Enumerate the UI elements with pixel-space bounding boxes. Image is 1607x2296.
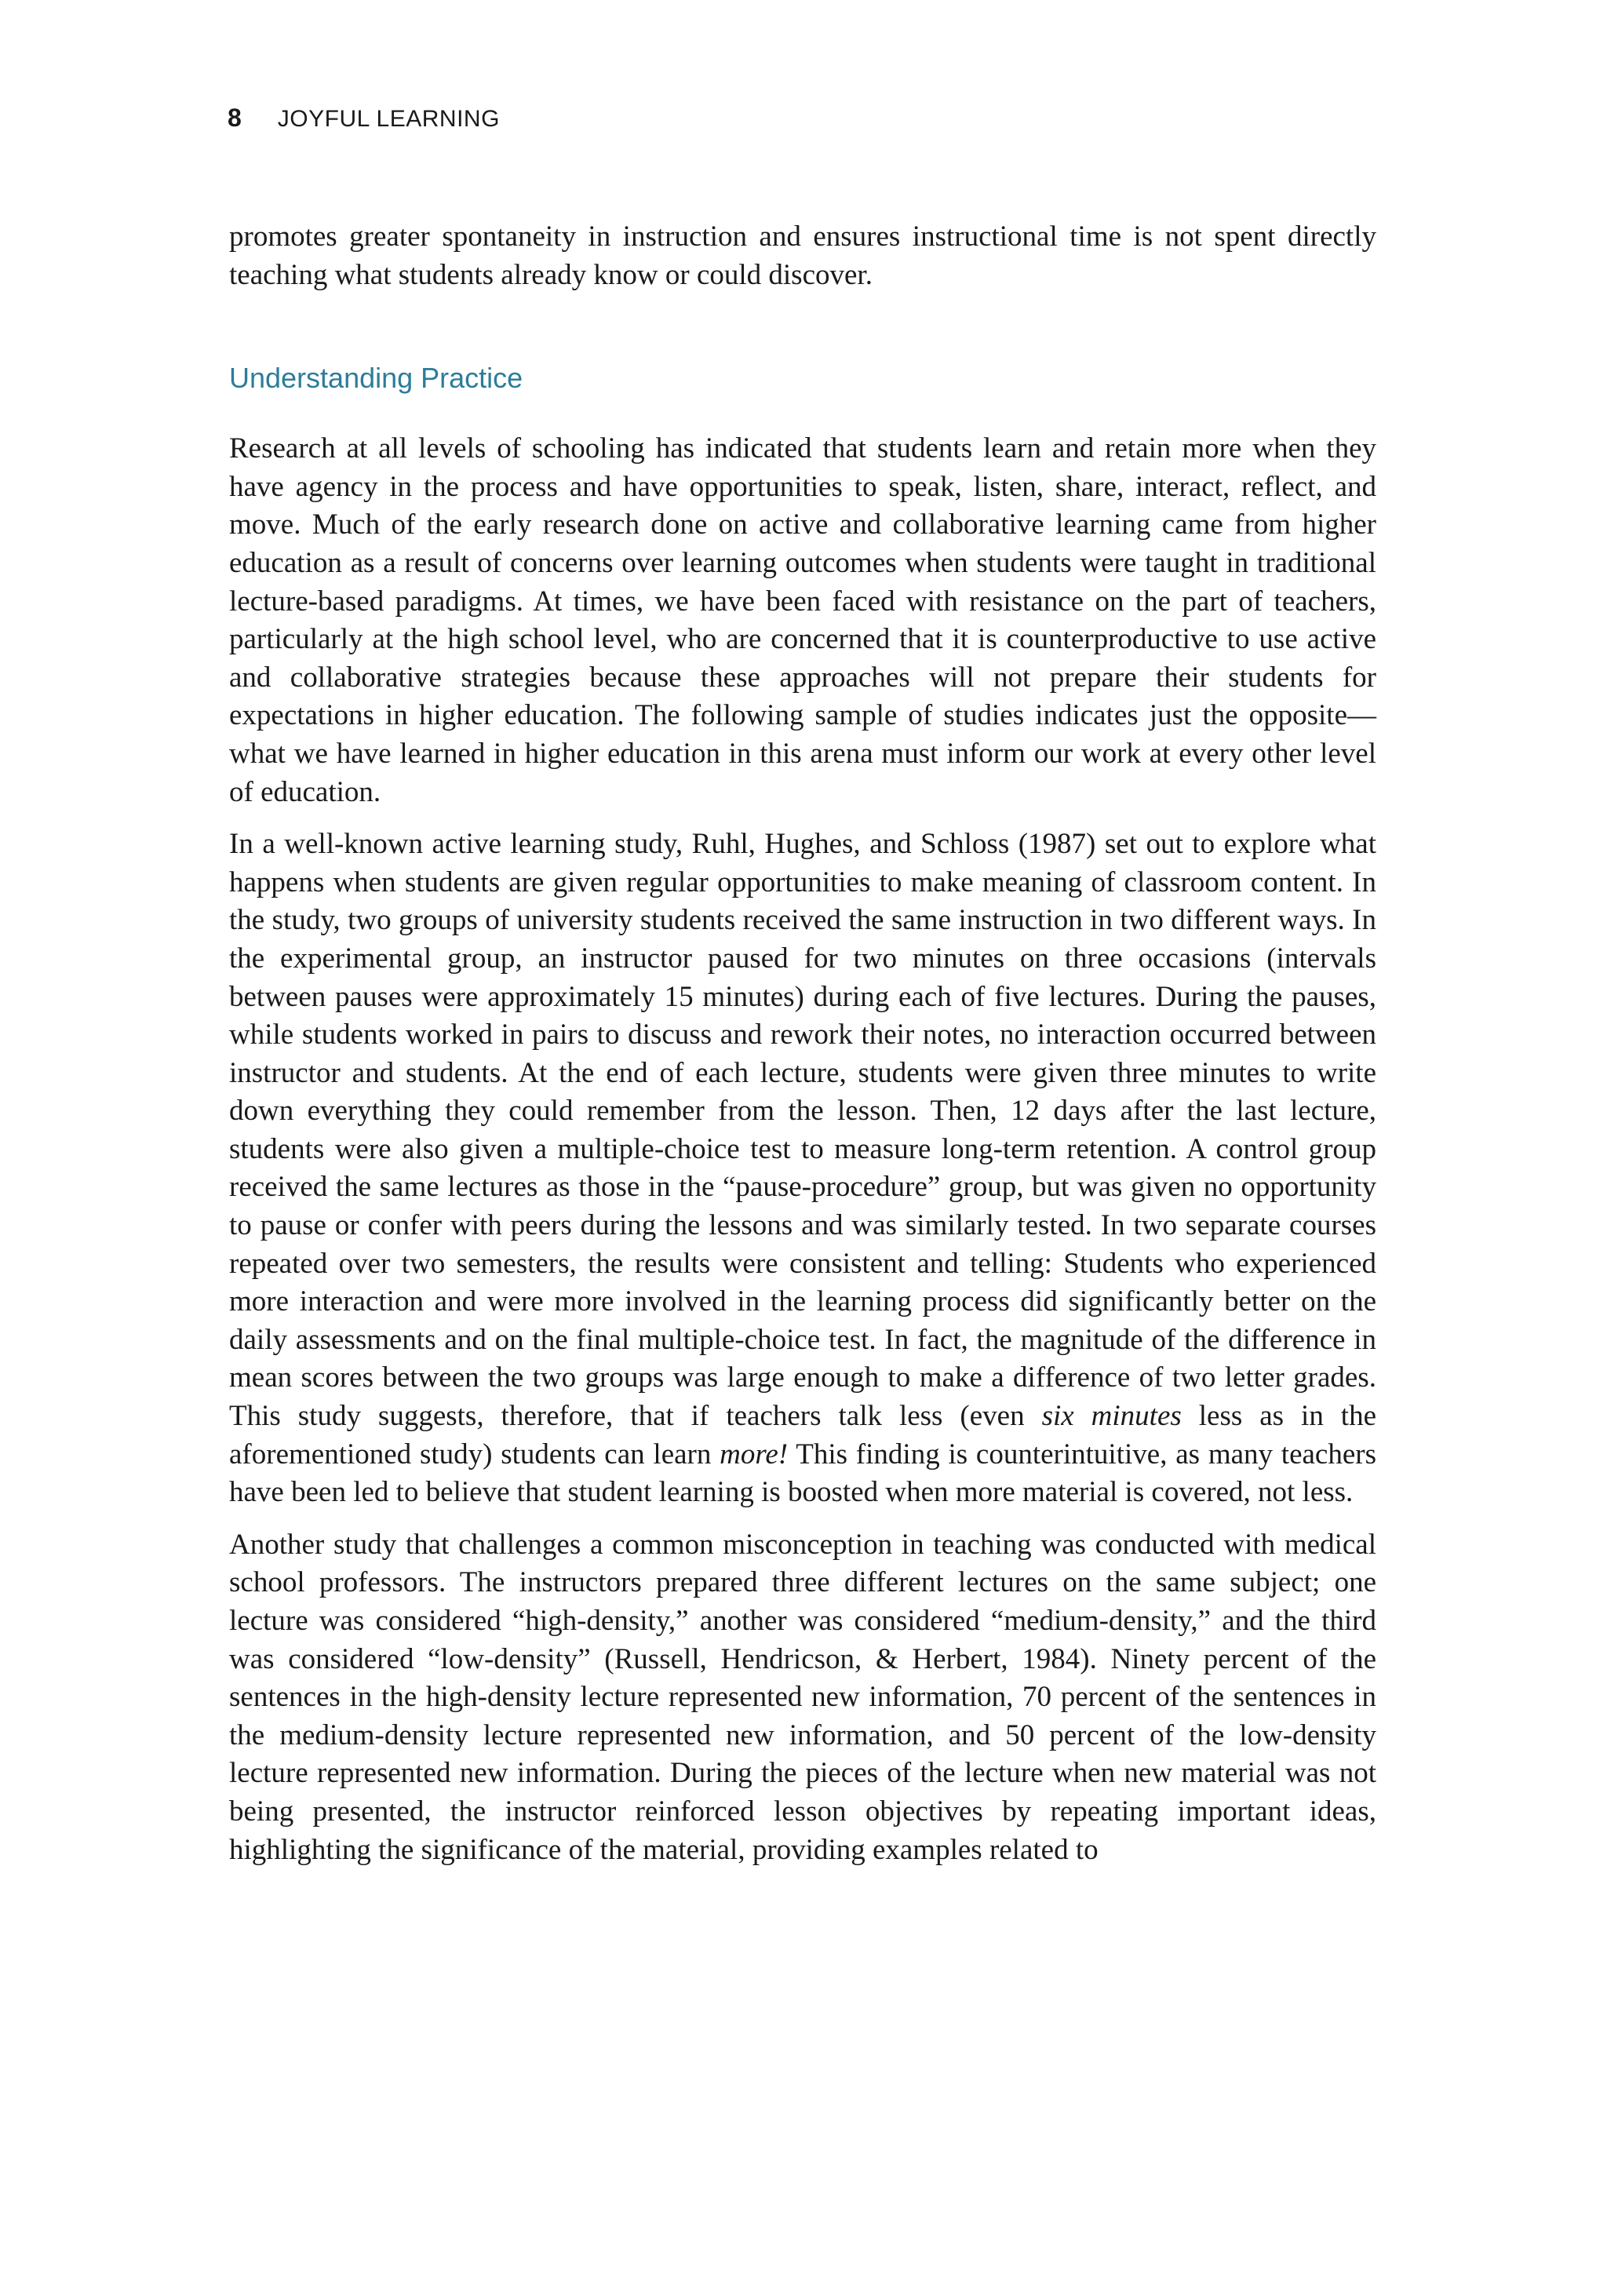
- paragraph-medical-study: Another study that challenges a common misconception in teaching was conducted with medical school professors. The instructors prepared three different lectures on the same subject; one lecture was considered “high-density,” another was considered “medium-density,” and the third was considered “low-density” (Russell, Hendricson, & Herbert, 1984). Ninety percent of the sentences in the high-density lecture represented new information, 70 percent of the sentences in the medium-density lecture represented new information, and 50 percent of the low-density lecture represented new information. During the pieces of the lecture when new material was not being presented, the instructor reinforced lesson objectives by repeating important ideas, highlighting the significance of the material, providing examples related to: [229, 1528, 1376, 1866]
- paragraph-ruhl-text-b: less as in the aforementioned study) students can learn: [229, 1400, 1377, 1471]
- paragraph-ruhl-study: [229, 825, 1376, 1512]
- paragraph-ruhl-text-a: In a well-known active learning study, Ruhl, Hughes, and Schloss (1987) set out to explore what happens when students are given regular opportunities to make meaning of classroom content. In the study, two groups of university students received the same instruction in two different ways. In the experimental group, an instructor paused for two minutes on three occasions (intervals between pauses were approximately 15 minutes) during each of five lectures. During the pauses, while students worked in pairs to discuss and rework their notes, no interaction occurred between instructor and students. At the end of each lecture, students were given three minutes to write down everything they could remember from the lesson. Then, 12 days after the last lecture, students were also given a multiple-choice test to measure long-term retention. A control group received the same lectures as those in the “pause-procedure” group, but was given no opportunity to pause or confer with peers during the lessons and was similarly tested. In two separate courses repeated over two semesters, the results were consistent and telling: Students who experienced more interaction and were more involved in the learning process did significantly better on the daily assessments and on the final multiple-choice test. In fact, the magnitude of the difference in mean scores between the two groups was large enough to make a difference of two letter grades. This study suggests, therefore, that if teachers talk less (even: [229, 828, 1376, 1433]
- body-text: [229, 218, 1376, 1869]
- running-head: [228, 104, 500, 133]
- emphasis-six-minutes: six minutes: [1041, 1400, 1182, 1433]
- running-title: JOYFUL LEARNING: [277, 106, 500, 132]
- section-heading: Understanding Practice: [229, 362, 523, 395]
- paragraph-research: Research at all levels of schooling has indicated that students learn and retain more when they have agency in the process and have opportunities to speak, listen, share, interact, reflect, and move. Much of the early research done on active and collaborative learning came from higher education as a result of concerns over learning outcomes when students were taught in traditional lecture-based paradigms. At times, we have been faced with resistance on the part of teachers, particularly at the high school level, who are concerned that it is counterproductive to use active and collaborative strategies because these approaches will not prepare their students for expectations in higher education. The following sample of studies indicates just the opposite—what we have learned in higher education in this arena must inform our work at every other level of education.: [229, 432, 1376, 808]
- continued-paragraph: promotes greater spontaneity in instruction and ensures instructional time is not spent directly teaching what students already know or could discover.: [229, 220, 1376, 291]
- emphasis-more: more!: [720, 1438, 789, 1471]
- paragraph-ruhl-text-c: This finding is counterintuitive, as many teachers have been led to believe that student learning is boosted when more material is covered, not less.: [229, 1438, 1376, 1509]
- page-number: 8: [228, 104, 242, 132]
